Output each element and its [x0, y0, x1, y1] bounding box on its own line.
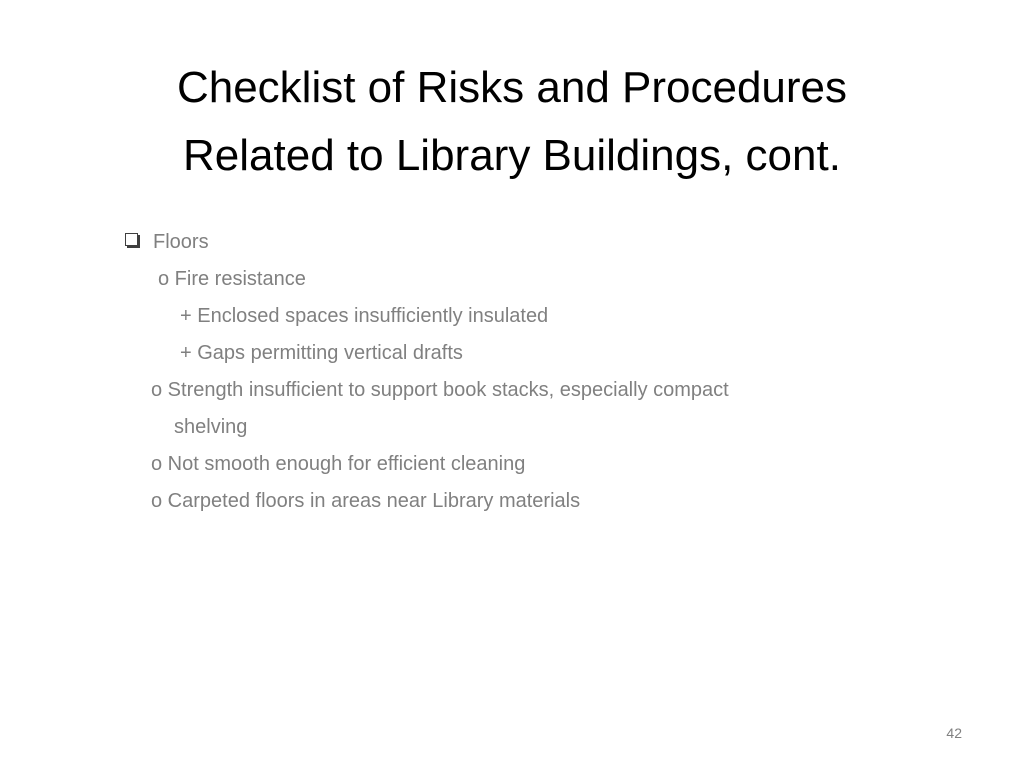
slide-title-line-2: Related to Library Buildings, cont.: [183, 131, 841, 180]
sub-item-fire-resistance: o Fire resistance: [158, 268, 306, 290]
sub-sub-item-enclosed-spaces: + Enclosed spaces insufficiently insulated: [180, 305, 549, 327]
sub-item-not-smooth: o Not smooth enough for efficient cleaning: [151, 453, 526, 475]
slide-title: [60, 54, 964, 190]
bullet-item-floors: Floors: [153, 231, 209, 253]
slide-title-line-1: Checklist of Risks and Procedures: [176, 63, 848, 112]
checkbox-square-icon: [125, 233, 138, 246]
sub-item-strength-continued: shelving: [174, 416, 248, 438]
sub-item-carpeted-floors: o Carpeted floors in areas near Library materials: [151, 490, 581, 512]
sub-sub-item-gaps: + Gaps permitting vertical drafts: [180, 342, 463, 364]
sub-item-strength: o Strength insufficient to support book stacks, especially compact: [151, 379, 729, 401]
page-number: 42: [946, 725, 962, 741]
